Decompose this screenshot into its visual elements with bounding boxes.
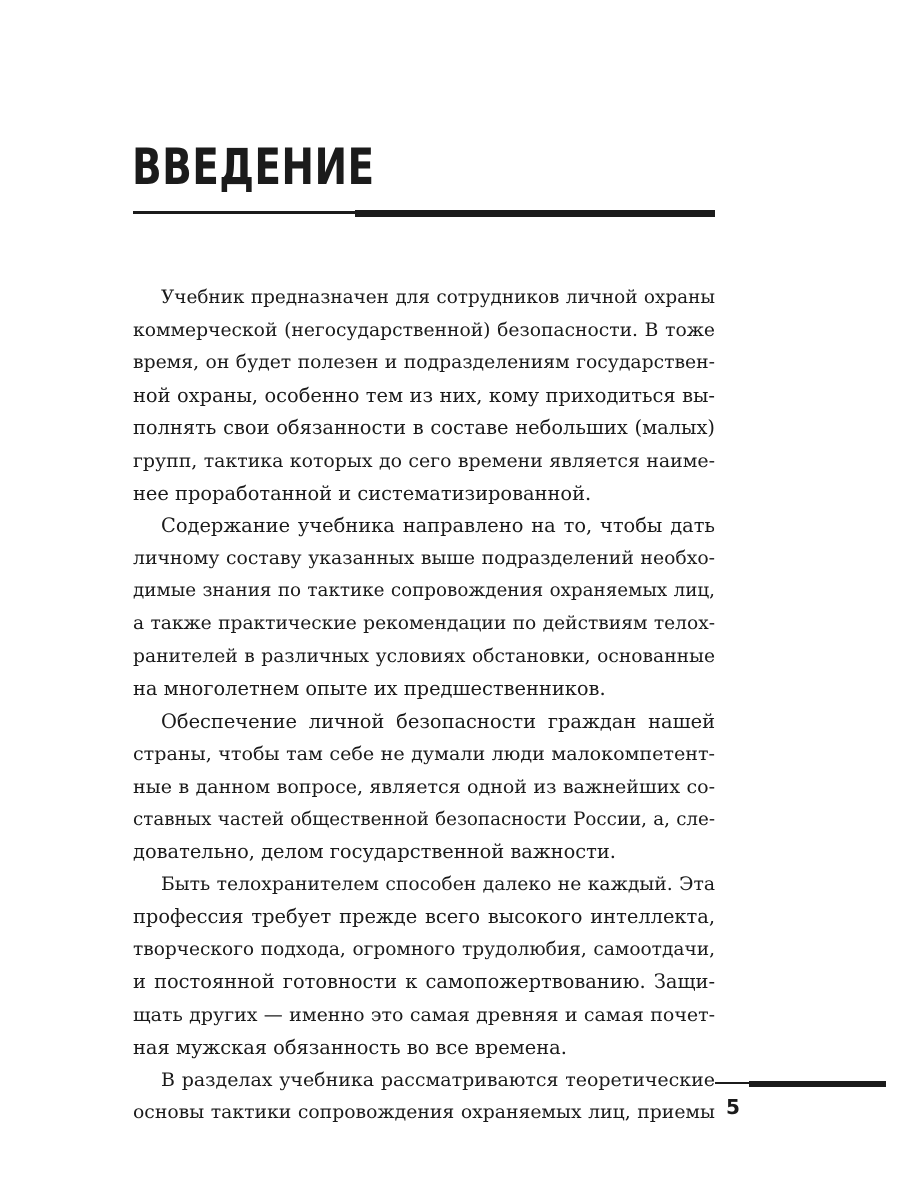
- paragraph-1: [133, 282, 715, 510]
- text-line: ставных частей общественной безопасности России, а, сле-: [133, 808, 715, 830]
- text-line: страны, чтобы там себе не думали люди малокомпетент-: [133, 742, 715, 766]
- text-line: полнять свои обязанности в составе небольших (малых): [133, 416, 715, 440]
- text-line: Обеспечение личной безопасности граждан нашей: [161, 709, 715, 733]
- text-line: Быть телохранителем способен далеко не каждый. Эта: [161, 873, 715, 895]
- text-line: личному составу указанных выше подразделений необхо-: [133, 547, 715, 569]
- title-rule-thick: [355, 210, 715, 217]
- text-line: а также практические рекомендации по действиям телох-: [133, 612, 715, 634]
- chapter-title: ВВЕДЕНИЕ: [132, 138, 375, 196]
- body-text: [133, 282, 715, 1129]
- text-line: коммерческой (негосударственной) безопасности. В тоже: [133, 319, 715, 341]
- text-line: творческого подхода, огромного трудолюбия, самоотдачи,: [133, 938, 715, 960]
- text-line: основы тактики сопровождения охраняемых лиц, приемы: [133, 1101, 715, 1123]
- page-number: 5: [726, 1095, 740, 1119]
- text-line: групп, тактика которых до сего времени является наиме-: [133, 449, 715, 472]
- paragraph-4: [133, 869, 715, 1065]
- text-line: профессия требует прежде всего высокого интеллекта,: [133, 905, 715, 929]
- text-line: на многолетнем опыте их предшественников.: [133, 677, 606, 701]
- paragraph-5: [133, 1064, 715, 1129]
- text-line: Учебник предназначен для сотрудников личной охраны: [161, 287, 715, 308]
- text-line: нее проработанной и систематизированной.: [133, 481, 592, 505]
- text-line: ная мужская обязанность во все времена.: [133, 1035, 567, 1059]
- text-line: ные в данном вопросе, является одной из важнейших со-: [133, 775, 715, 798]
- text-line: ранителей в различных условиях обстановки, основанные: [133, 645, 715, 667]
- text-line: щать других — именно это самая древняя и самая почет-: [133, 1004, 715, 1027]
- text-line: довательно, делом государственной важности.: [133, 840, 616, 864]
- text-line: ной охраны, особенно тем из них, кому приходиться вы-: [133, 383, 715, 407]
- text-line: димые знания по тактике сопровождения охраняемых лиц,: [133, 580, 715, 602]
- text-line: и постоянной готовности к самопожертвованию. Защи-: [133, 970, 715, 994]
- paragraph-2: [133, 510, 715, 706]
- text-line: В разделах учебника рассматриваются теоретические: [161, 1069, 715, 1092]
- footer-rule-thick: [749, 1081, 886, 1087]
- text-line: Содержание учебника направлено на то, чтобы дать: [161, 514, 715, 538]
- paragraph-3: [133, 706, 715, 869]
- text-line: время, он будет полезен и подразделениям государствен-: [133, 352, 715, 374]
